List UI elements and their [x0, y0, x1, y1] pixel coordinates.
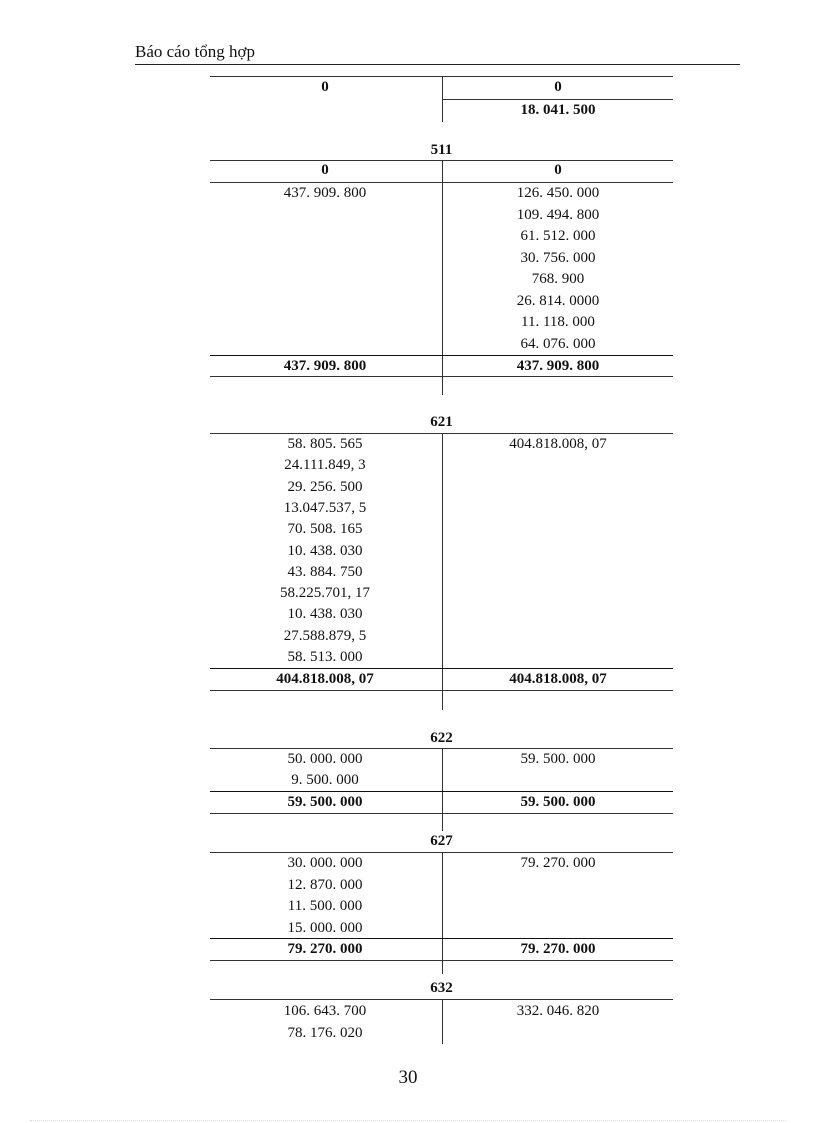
entry-row: 13.047.537, 5	[283, 499, 367, 516]
entry-row: 9. 500. 000	[291, 772, 359, 788]
entry-row: 29. 256. 500	[287, 478, 363, 495]
entry-row: 10. 438. 030	[287, 542, 363, 559]
entry-row: 64. 076. 000	[520, 335, 596, 352]
page-number: 30	[398, 1067, 418, 1088]
entry-row: 43. 884. 750	[287, 563, 363, 580]
top-t-account	[210, 76, 673, 122]
entry-row: 10. 438. 030	[287, 606, 363, 623]
left-open: 0	[321, 79, 329, 95]
entry-row: 58.225.701, 17	[280, 585, 370, 602]
entry-row: 50. 000. 000 59. 500. 000	[287, 751, 596, 767]
entry-row: 15. 000. 000	[287, 919, 363, 936]
t-account-511	[210, 140, 673, 395]
t-account-622	[210, 728, 673, 831]
total-line-bottom	[210, 813, 673, 814]
entry-row: 106. 643. 700 332. 046. 820	[283, 1003, 600, 1019]
account-title: 632	[430, 980, 453, 996]
total-row: 79. 270. 000 79. 270. 000	[287, 941, 596, 957]
total-row: 404.818.008, 07 404.818.008, 07	[276, 671, 607, 687]
account-title: 627	[430, 833, 453, 849]
entry-row: 437. 909. 800 126. 450. 000	[283, 185, 600, 201]
t-account-621	[210, 412, 673, 710]
account-title: 622	[430, 730, 453, 746]
right-open: 0	[554, 79, 562, 95]
entry-row: 27.588.879, 5	[283, 627, 367, 644]
entry-row: 58. 513. 000	[287, 649, 363, 665]
total-line-bottom	[210, 690, 673, 691]
entry-row: 11. 118. 000	[521, 314, 595, 330]
entry-row: 26. 814. 0000	[516, 292, 600, 309]
total-row: 59. 500. 000 59. 500. 000	[287, 794, 596, 810]
entry-row: 58. 805. 565 404.818.008, 07	[287, 436, 607, 452]
total-line-bottom	[210, 376, 673, 377]
entry-row: 61. 512. 000	[520, 228, 596, 244]
open-left: 0	[321, 162, 329, 178]
entry-row: 24.111.849, 3	[284, 457, 366, 474]
account-title: 621	[430, 414, 453, 430]
entry-row: 11. 500. 000	[287, 898, 363, 914]
t-account-632	[210, 978, 673, 1044]
entry-row: 768. 900	[531, 271, 585, 287]
entry-row: 30. 000. 000 79. 270. 000	[287, 855, 596, 871]
footer-divider	[30, 1120, 786, 1121]
open-right: 0	[554, 162, 562, 178]
total-line-bottom	[210, 960, 673, 961]
total-row: 437. 909. 800 437. 909. 800	[283, 358, 600, 374]
entry-row: 12. 870. 000	[287, 876, 363, 893]
account-title: 511	[430, 142, 453, 158]
entry-row: 70. 508. 165	[287, 521, 363, 538]
entry-row: 78. 176. 020	[287, 1025, 363, 1041]
entry-row: 109. 494. 800	[516, 206, 600, 223]
header-title: Báo cáo tổng hợp	[135, 42, 255, 61]
right-total: 18. 041. 500	[520, 102, 596, 118]
page-header	[135, 38, 740, 65]
t-account-627	[210, 831, 673, 974]
entry-row: 30. 756. 000	[520, 249, 596, 266]
